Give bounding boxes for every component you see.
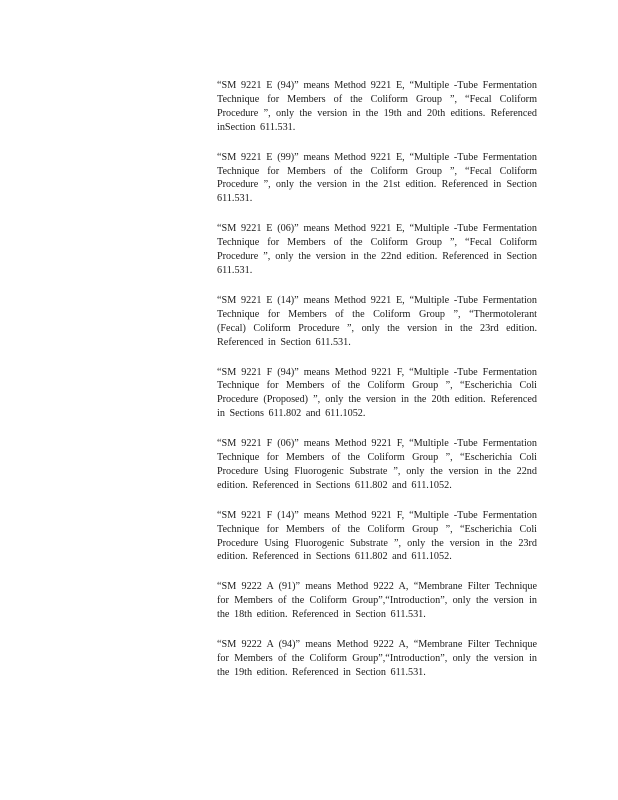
- definition-paragraph: “SM 9221 E (99)” means Method 9221 E, “Multiple -Tube Fermentation Technique for Members of the Coliform Group ”, “Fecal Coliform Procedure ”, only the version in the 21st edition. Referenced in Section 611.531.: [217, 151, 537, 205]
- definition-paragraph: “SM 9221 F (06)” means Method 9221 F, “Multiple -Tube Fermentation Technique for Members of the Coliform Group ”, “Escherichia Coli Procedure Using Fluorogenic Substrate ”, only the version in the 22nd edition. Referenced in Sections 611.802 and 611.1052.: [217, 438, 537, 491]
- definition-paragraph: “SM 9221 F (14)” means Method 9221 F, “Multiple -Tube Fermentation Technique for Members of the Coliform Group ”, “Escherichia Coli Procedure Using Fluorogenic Substrate ”, only the version in the 23rd edition. Referenced in Sections 611.802 and 611.1052.: [217, 509, 537, 563]
- definition-paragraph: “SM 9221 E (06)” means Method 9221 E, “Multiple -Tube Fermentation Technique for Members of the Coliform Group ”, “Fecal Coliform Procedure ”, only the version in the 22nd edition. Referenced in Section 611.531.: [217, 223, 537, 276]
- definition-paragraph: “SM 9221 E (14)” means Method 9221 E, “Multiple -Tube Fermentation Technique for Members of the Coliform Group ”, “Thermotolerant (Fecal) Coliform Procedure ”, only the version in the 23rd edition. Referenced in Section 611.531.: [217, 294, 537, 348]
- definitions-list: [217, 79, 537, 696]
- definition-paragraph: “SM 9221 F (94)” means Method 9221 F, “Multiple -Tube Fermentation Technique for Members of the Coliform Group ”, “Escherichia Coli Procedure (Proposed) ”, only the version in the 20th edition. Referenced in Sections 611.802 and 611.1052.: [217, 366, 537, 420]
- definition-paragraph: “SM 9222 A (91)” means Method 9222 A, “Membrane Filter Technique for Members of the Coliform Group”,“Introduction”, only the version in the 18th edition. Referenced in Section 611.531.: [217, 581, 537, 621]
- definition-paragraph: “SM 9221 E (94)” means Method 9221 E, “Multiple -Tube Fermentation Technique for Members of the Coliform Group ”, “Fecal Coliform Procedure ”, only the version in the 19th and 20th editions. Referenced inSection 611.531.: [217, 80, 537, 133]
- definition-paragraph: “SM 9222 A (94)” means Method 9222 A, “Membrane Filter Technique for Members of the Coliform Group”,“Introduction”, only the version in the 19th edition. Referenced in Section 611.531.: [217, 639, 537, 678]
